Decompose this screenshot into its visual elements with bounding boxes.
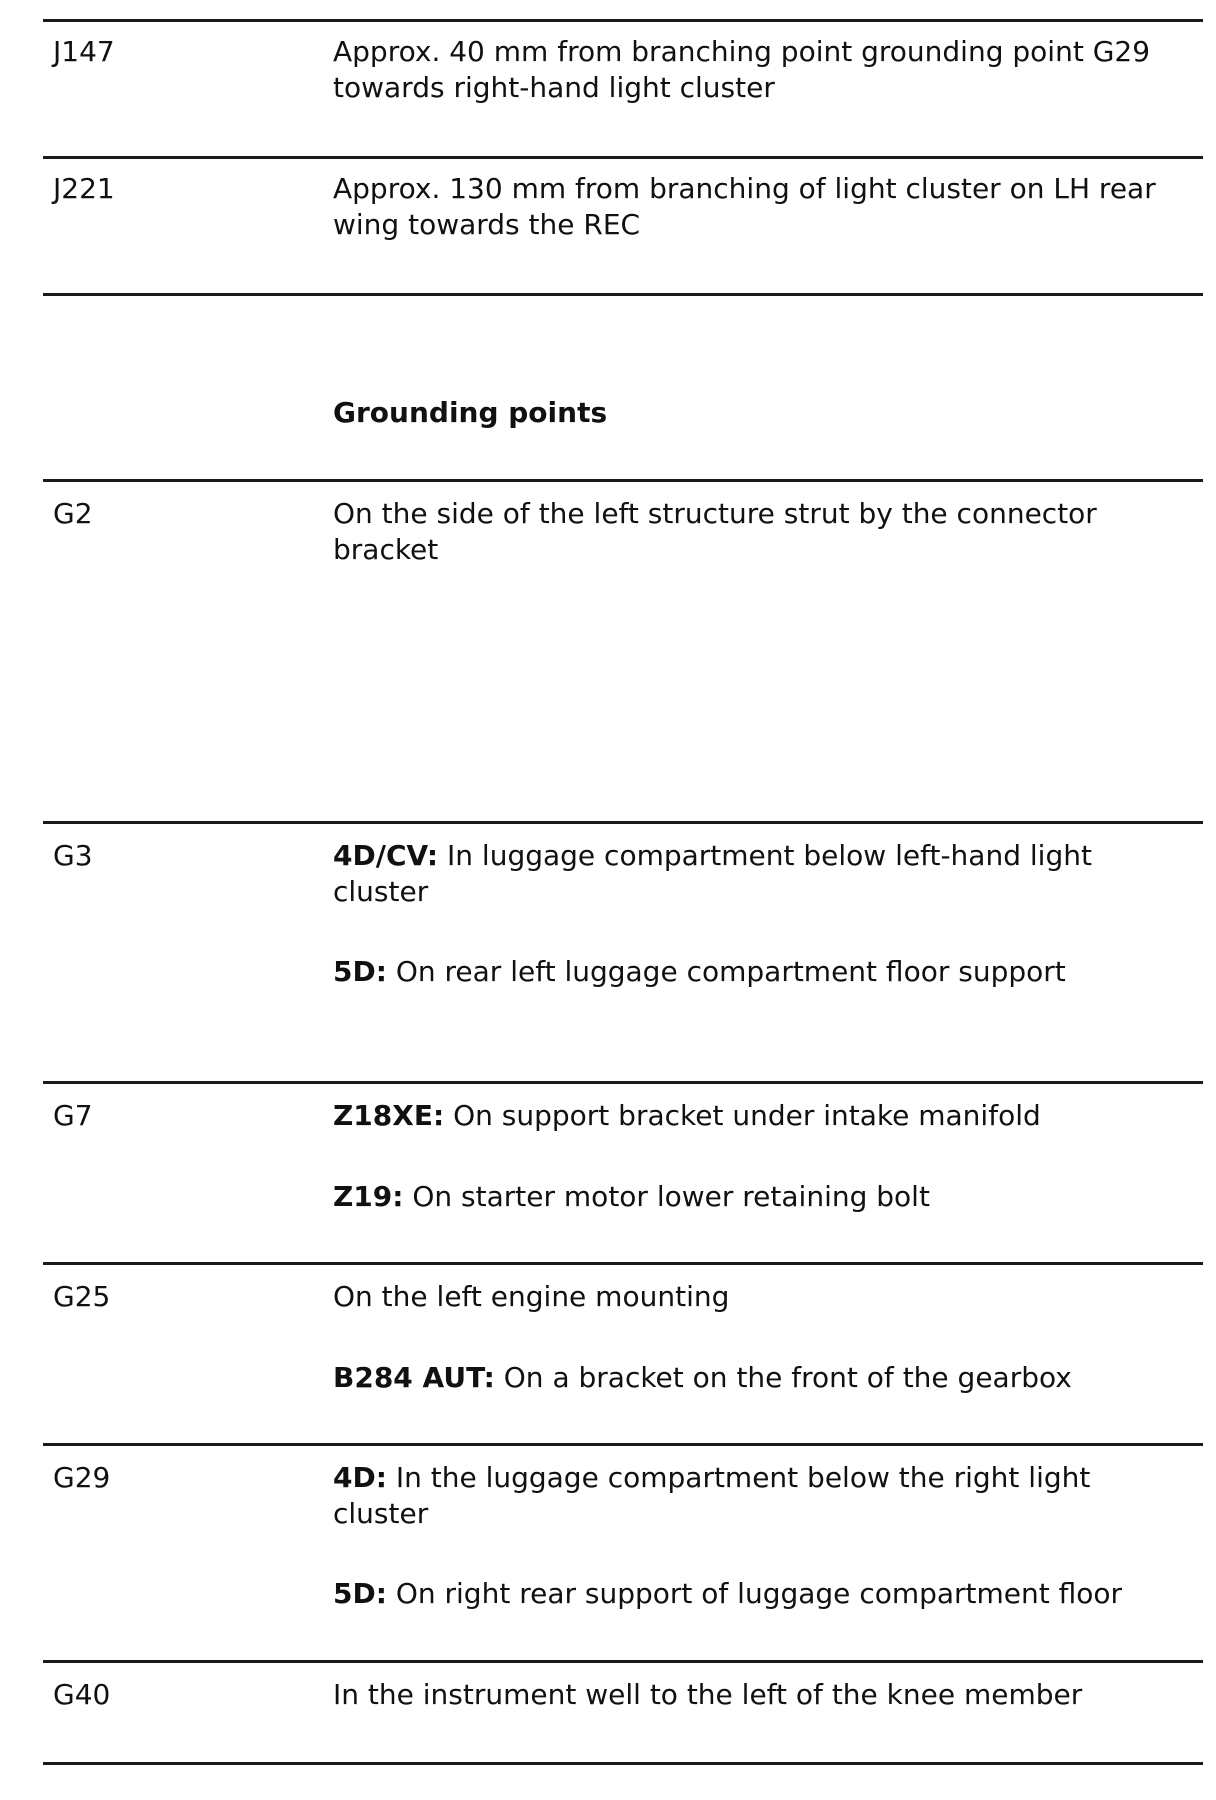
variant-label: 4D: xyxy=(333,1461,387,1494)
variant-label: Z19: xyxy=(333,1180,404,1213)
row-id: G25 xyxy=(53,1280,111,1313)
table-rule xyxy=(43,479,1203,482)
row-description: Approx. 130 mm from branching of light cluster on LH rear wing towards the REC xyxy=(333,172,1156,241)
table-rule xyxy=(43,821,1203,824)
table-rule xyxy=(43,19,1203,22)
variant-label: 5D: xyxy=(333,955,387,988)
row-description xyxy=(333,1360,1193,1396)
variant-label: Z18XE: xyxy=(333,1099,445,1132)
variant-text: On right rear support of luggage compartment floor xyxy=(386,1577,1123,1610)
table-rule xyxy=(43,1443,1203,1446)
row-id: G29 xyxy=(53,1461,111,1494)
row-id: G7 xyxy=(53,1099,93,1132)
row-description xyxy=(333,954,1193,990)
variant-text: In luggage compartment below left-hand light cluster xyxy=(333,839,1092,908)
variant-text: On rear left luggage compartment floor support xyxy=(386,955,1066,988)
variant-text: On support bracket under intake manifold xyxy=(444,1099,1041,1132)
variant-label: 4D/CV: xyxy=(333,839,439,872)
table-rule xyxy=(43,156,1203,159)
row-description: In the instrument well to the left of the knee member xyxy=(333,1678,1083,1711)
table-rule xyxy=(43,1660,1203,1663)
variant-label: B284 AUT: xyxy=(333,1361,495,1394)
table-rule xyxy=(43,1762,1203,1765)
row-description xyxy=(333,1460,1193,1532)
row-id: G3 xyxy=(53,839,93,872)
row-id: J147 xyxy=(53,35,115,68)
variant-text: On a bracket on the front of the gearbox xyxy=(494,1361,1072,1394)
row-description: On the side of the left structure strut by the connector bracket xyxy=(333,497,1097,566)
row-id: J221 xyxy=(53,172,115,205)
row-description: Approx. 40 mm from branching point grounding point G29 towards right-hand light cluster xyxy=(333,35,1151,104)
row-description: On the left engine mounting xyxy=(333,1280,730,1313)
section-heading: Grounding points xyxy=(333,396,608,429)
variant-label: 5D: xyxy=(333,1577,387,1610)
row-id: G40 xyxy=(53,1678,111,1711)
variant-text: On starter motor lower retaining bolt xyxy=(403,1180,930,1213)
row-id: G2 xyxy=(53,497,93,530)
row-description xyxy=(333,1098,1193,1134)
row-description xyxy=(333,838,1193,910)
table-rule xyxy=(43,1081,1203,1084)
row-description xyxy=(333,1576,1193,1612)
table-rule xyxy=(43,1262,1203,1265)
row-description xyxy=(333,1179,1193,1215)
variant-text: In the luggage compartment below the right light cluster xyxy=(333,1461,1091,1530)
table-rule xyxy=(43,293,1203,296)
